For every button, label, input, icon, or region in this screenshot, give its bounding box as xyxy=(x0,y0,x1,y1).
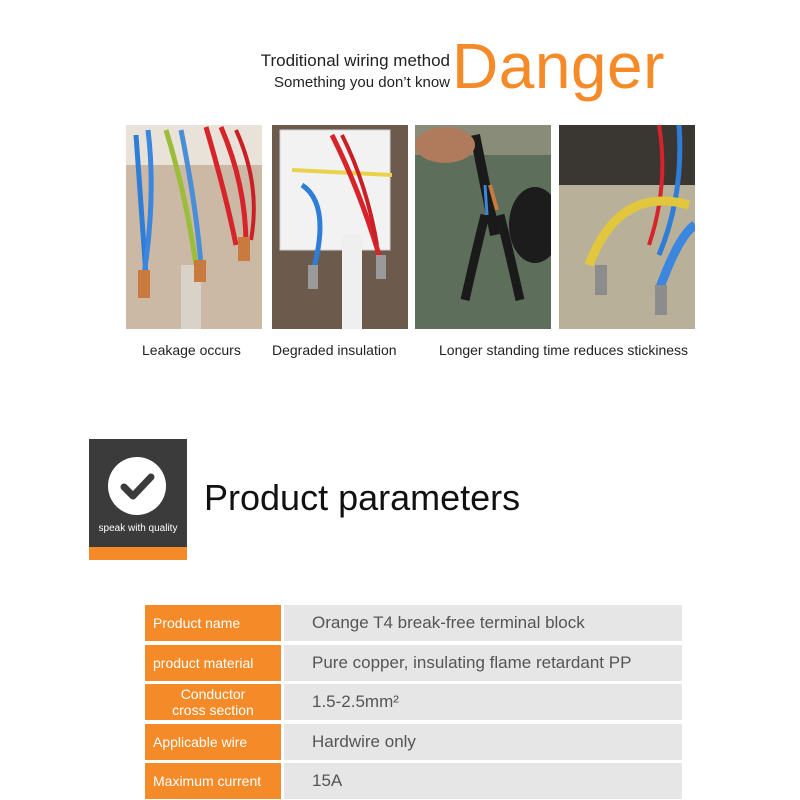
caption-leakage: Leakage occurs xyxy=(142,342,241,358)
header-line-1: Troditional wiring method xyxy=(260,51,450,70)
param-label: Applicable wire xyxy=(145,724,281,760)
param-label: Product name xyxy=(145,605,281,641)
quality-badge xyxy=(89,439,187,560)
header-line-2: Something you don’t know xyxy=(274,74,450,91)
param-row xyxy=(145,684,682,720)
param-label: Maximum current xyxy=(145,763,281,799)
badge-text: speak with quality xyxy=(98,523,178,534)
header-subtitle xyxy=(228,50,450,94)
danger-title: Danger xyxy=(452,30,665,102)
photo-degraded-insulation xyxy=(272,125,408,329)
param-value: Pure copper, insulating flame retardant PP xyxy=(284,645,682,681)
param-row xyxy=(145,763,682,799)
param-label xyxy=(145,684,281,720)
param-value: 15A xyxy=(284,763,682,799)
param-row xyxy=(145,645,682,681)
param-row xyxy=(145,605,682,641)
param-label-line-2: cross section xyxy=(172,702,254,718)
param-value: 1.5-2.5mm² xyxy=(284,684,682,720)
photo-taped-wires xyxy=(415,125,551,329)
check-icon xyxy=(108,457,166,515)
photo-stickiness xyxy=(559,125,695,329)
param-label-line-1: Conductor xyxy=(180,686,246,702)
param-label: product material xyxy=(145,645,281,681)
badge-accent-strip xyxy=(89,547,187,560)
param-value: Hardwire only xyxy=(284,724,682,760)
param-value: Orange T4 break-free terminal block xyxy=(284,605,682,641)
photo-leakage xyxy=(126,125,262,329)
caption-degraded-insulation: Degraded insulation xyxy=(272,342,397,358)
caption-stickiness: Longer standing time reduces stickiness xyxy=(439,342,689,358)
section-title: Product parameters xyxy=(204,477,521,518)
param-row xyxy=(145,724,682,760)
